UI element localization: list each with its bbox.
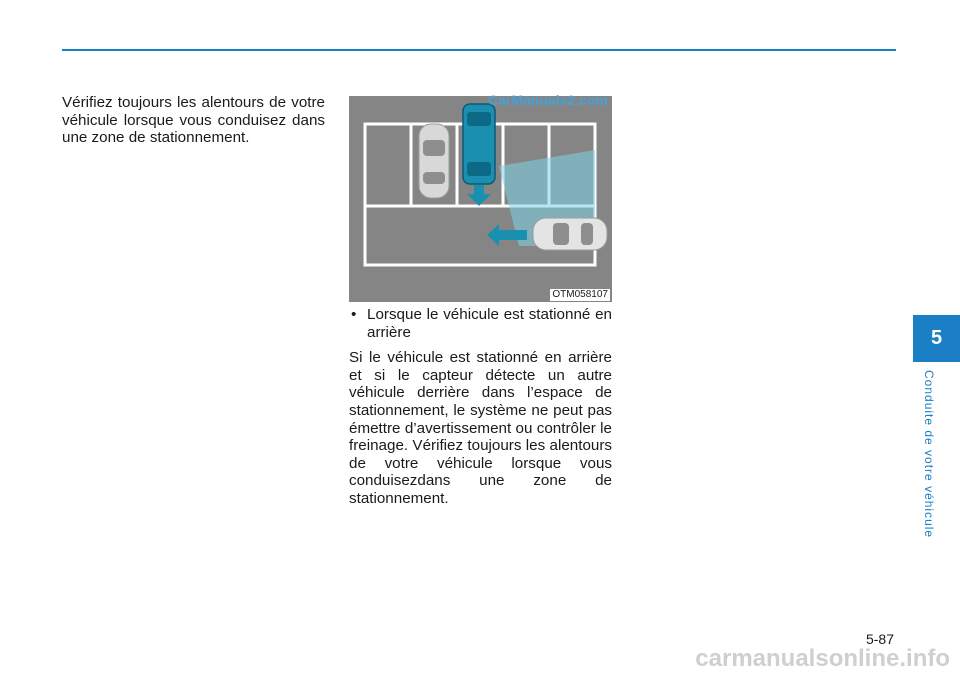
bullet-dot-icon: •: [351, 306, 357, 323]
header-rule: [62, 49, 896, 51]
right-paragraph: Si le véhicule est stationné en arrière et si le capteur détecte un autre véhicule derrière dans l’espace de stationnement, le système ne peut pas émettre d’avertissement ou contrôler le freinage. Vérifiez toujours les alentours de votre véhicule lorsque vous conduisezdans une zone de stationnement.: [349, 349, 612, 507]
approaching-car-icon: [533, 218, 607, 250]
chapter-tab[interactable]: 5: [913, 315, 960, 362]
reverse-arrow-icon: [467, 185, 491, 206]
chapter-title: Conduite de votre véhicule: [922, 370, 936, 539]
right-column: [349, 306, 612, 508]
left-paragraph: Vérifiez toujours les alentours de votre véhicule lorsque vous conduisez dans une zone de stationnement.: [62, 94, 325, 147]
parking-diagram: [349, 96, 612, 302]
bullet-item: [349, 306, 612, 341]
watermark: CarManuals2.com: [488, 92, 608, 108]
parked-car-icon: [419, 124, 449, 198]
footer-site[interactable]: carmanualsonline.info: [695, 645, 950, 672]
ego-vehicle-icon: [463, 104, 495, 184]
parking-illustration: [349, 96, 612, 302]
page-number: 5-87: [865, 631, 894, 647]
left-column: [62, 94, 325, 147]
bullet-text: Lorsque le véhicule est stationné en arrière: [367, 306, 612, 341]
figure-code: OTM058107: [552, 289, 608, 300]
